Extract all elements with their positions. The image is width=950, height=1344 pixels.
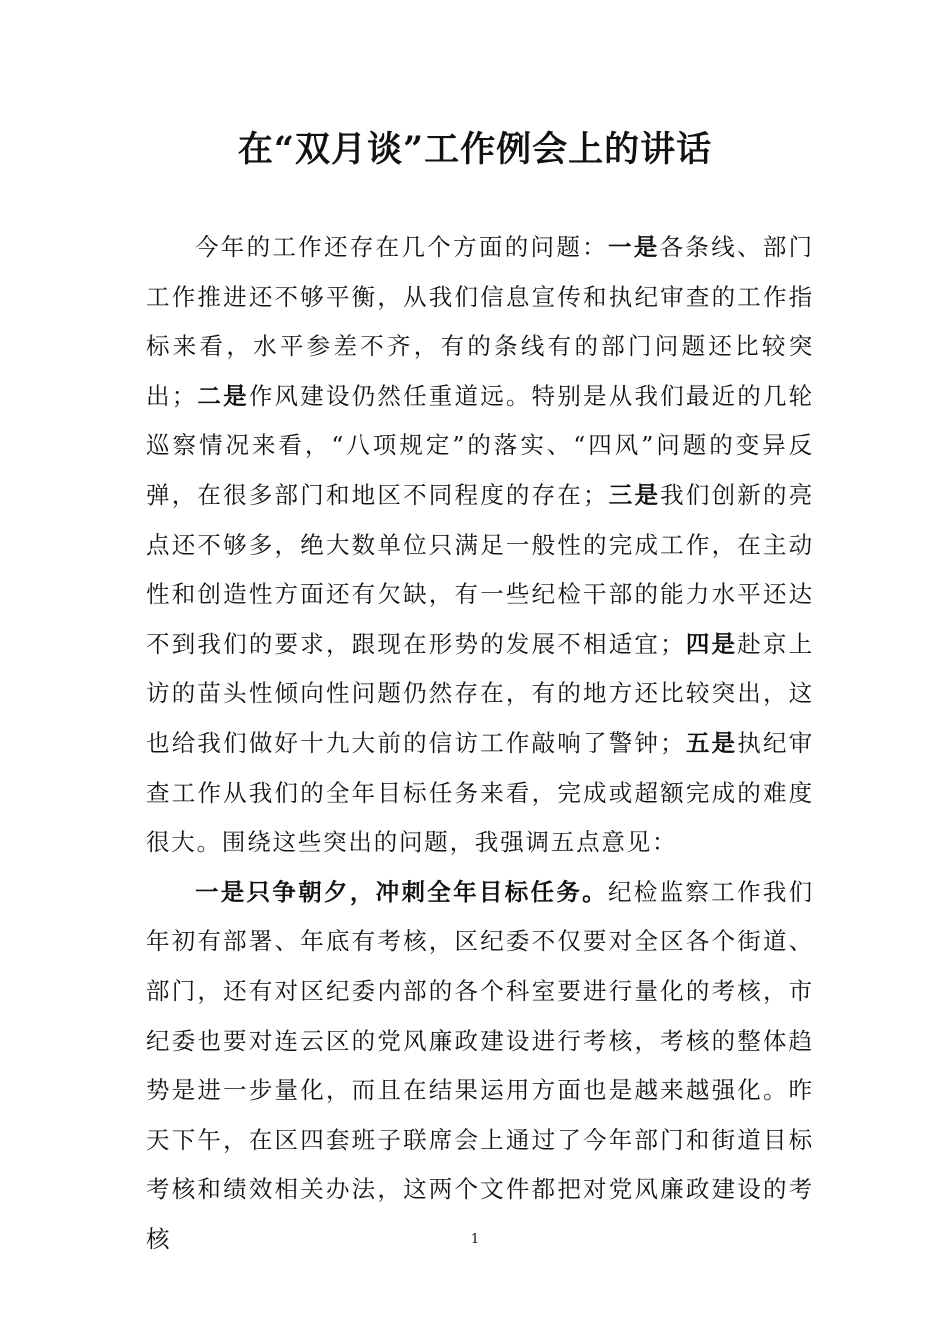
text-run: 今年的工作还存在几个方面的问题： xyxy=(195,233,608,261)
bold-phrase: 一是 xyxy=(607,233,660,261)
document-title: 在“双月谈”工作例会上的讲话 xyxy=(237,129,713,170)
text-run: 赴京上访的苗头性倾向性问题仍然存在，有的地方还比较突出，这也给我们做好十九大前的信访工作敲响了警钟； xyxy=(146,629,814,757)
bold-phrase: 三是 xyxy=(608,480,661,509)
bold-phrase: 一是只争朝夕，冲刺全年目标任务。 xyxy=(195,877,608,906)
paragraph xyxy=(146,868,814,1265)
paragraph xyxy=(146,223,814,868)
text-run: 各条线、部门工作推进还不够平衡，从我们信息宣传和执纪审查的工作指标来看，水平参差不齐，有的条线有的部门问题还比较突出； xyxy=(146,233,814,410)
text-run: 纪检监察工作我们年初有部署、年底有考核，区纪委不仅要对全区各个街道、部门，还有对区纪委内部的各个科室要进行量化的考核，市纪委也要对连云区的党风廉政建设进行考核，考核的整体趋势是进一步量化，而且在结果运用方面也是越来越强化。昨天下午，在区四套班子联席会上通过了今年部门和街道目标考核和绩效相关办法，这两个文件都把对党风廉政建设的考核 xyxy=(146,877,814,1253)
text-run: 我们创新的亮点还不够多，绝大数单位只满足一般性的完成工作，在主动性和创造性方面还有欠缺，有一些纪检干部的能力水平还达不到我们的要求，跟现在形势的发展不相适宜； xyxy=(146,480,814,658)
text-run: 作风建设仍然任重道远。特别是从我们最近的几轮巡察情况来看，“八项规定”的落实、“四风”问题的变异反弹，在很多部门和地区不同程度的存在； xyxy=(146,381,814,509)
bold-phrase: 二是 xyxy=(197,381,249,410)
text-run: 执纪审查工作从我们的全年目标任务来看，完成或超额完成的难度很大。围绕这些突出的问题，我强调五点意见： xyxy=(146,728,814,857)
bold-phrase: 五是 xyxy=(685,728,738,757)
bold-phrase: 四是 xyxy=(685,629,738,658)
document-body xyxy=(146,223,814,1264)
page-number: 1 xyxy=(470,1232,480,1247)
